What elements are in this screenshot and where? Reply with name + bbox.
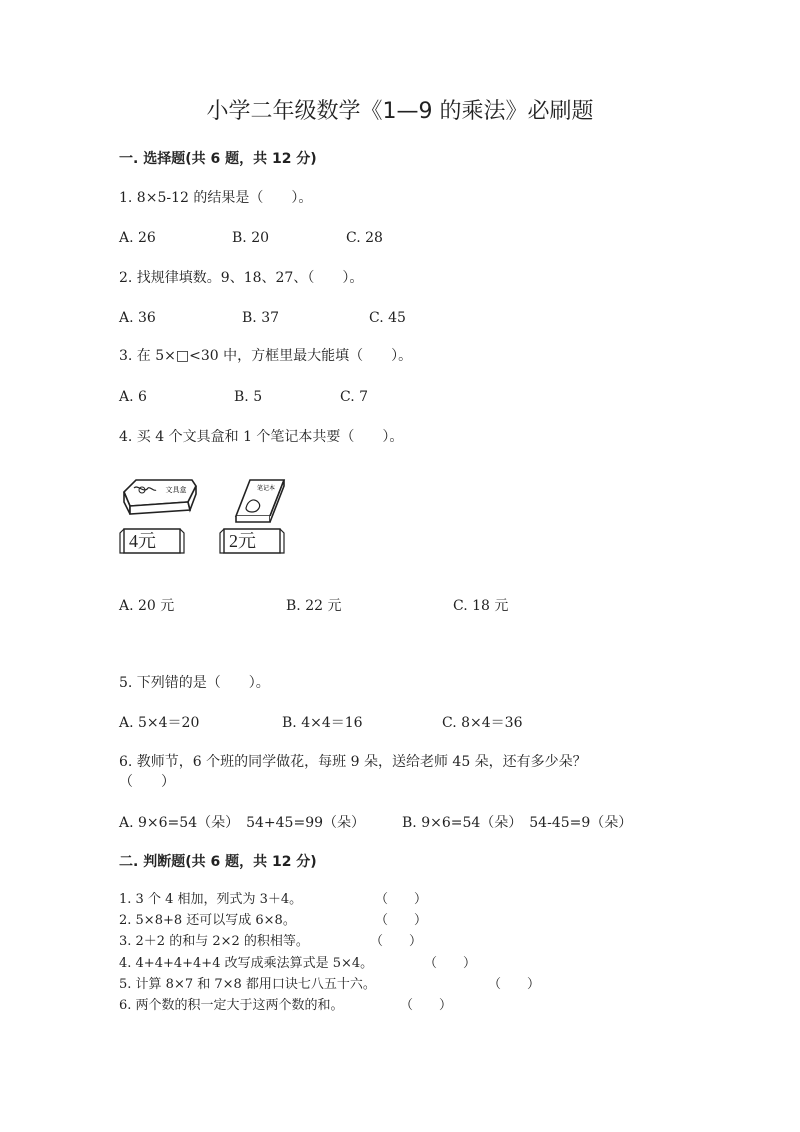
judgement-3-text: 3. 2＋2 的和与 2×2 的积相等。 [119, 934, 309, 949]
pencil-box-label: 文具盒 [165, 486, 187, 494]
judgement-4-text: 4. 4+4+4+4+4 改写成乘法算式是 5×4。 [119, 956, 374, 971]
notebook-image [228, 476, 288, 526]
question-6-option-b: B. 9×6=54（朵） 54-45=9（朵） [402, 815, 633, 831]
notebook-price: 2元 [229, 531, 256, 551]
question-2-option-a: A. 36 [119, 310, 156, 326]
question-6-answer-blank: （ ） [119, 774, 175, 790]
judgement-2-blank: （ ） [375, 913, 428, 928]
judgement-4-blank: （ ） [424, 956, 477, 971]
judgement-6-blank: （ ） [400, 998, 453, 1013]
question-2-option-c: C. 45 [369, 310, 406, 326]
question-3-option-c: C. 7 [340, 389, 369, 405]
judgement-5-blank: （ ） [488, 977, 541, 992]
pencil-box-price: 4元 [129, 531, 156, 551]
question-5-option-c: C. 8×4＝36 [442, 715, 523, 731]
section2-heading: 二. 判断题(共 6 题，共 12 分) [119, 854, 317, 870]
question-2-option-b: B. 37 [242, 310, 280, 326]
question-6-option-a: A. 9×6=54（朵） 54+45=99（朵） [119, 815, 366, 831]
question-5-option-b: B. 4×4＝16 [282, 715, 363, 731]
judgement-1-text: 1. 3 个 4 相加，列式为 3＋4。 [119, 892, 303, 907]
question-1-option-c: C. 28 [346, 230, 383, 246]
judgement-3-blank: （ ） [370, 934, 423, 949]
question-4-option-a: A. 20 元 [119, 598, 175, 614]
question-1-option-a: A. 26 [119, 230, 156, 246]
question-2-stem: 2. 找规律填数。9、18、27、（ ）。 [119, 270, 364, 286]
pencil-box-image [118, 472, 200, 522]
question-5-stem: 5. 下列错的是（ ）。 [119, 675, 270, 691]
question-3-stem: 3. 在 5×□<30 中，方框里最大能填（ ）。 [119, 348, 413, 364]
notebook-label: 笔记本 [256, 485, 276, 492]
section1-heading: 一. 选择题(共 6 题，共 12 分) [119, 151, 317, 167]
question-1-stem: 1. 8×5-12 的结果是（ ）。 [119, 190, 313, 206]
question-3-option-b: B. 5 [234, 389, 263, 405]
question-4-stem: 4. 买 4 个文具盒和 1 个笔记本共要（ ）。 [119, 429, 404, 445]
judgement-5-text: 5. 计算 8×7 和 7×8 都用口诀七八五十六。 [119, 977, 376, 992]
question-4-option-c: C. 18 元 [453, 598, 509, 614]
judgement-6-text: 6. 两个数的积一定大于这两个数的和。 [119, 998, 344, 1013]
page-title: 小学二年级数学《1—9 的乘法》必刷题 [206, 99, 594, 124]
question-6-stem: 6. 教师节，6 个班的同学做花，每班 9 朵，送给老师 45 朵，还有多少朵？ [119, 754, 587, 770]
judgement-1-blank: （ ） [375, 892, 428, 907]
question-4-option-b: B. 22 元 [286, 598, 342, 614]
question-3-option-a: A. 6 [119, 389, 147, 405]
judgement-2-text: 2. 5×8+8 还可以写成 6×8。 [119, 913, 296, 928]
question-1-option-b: B. 20 [232, 230, 270, 246]
question-5-option-a: A. 5×4＝20 [119, 715, 200, 731]
